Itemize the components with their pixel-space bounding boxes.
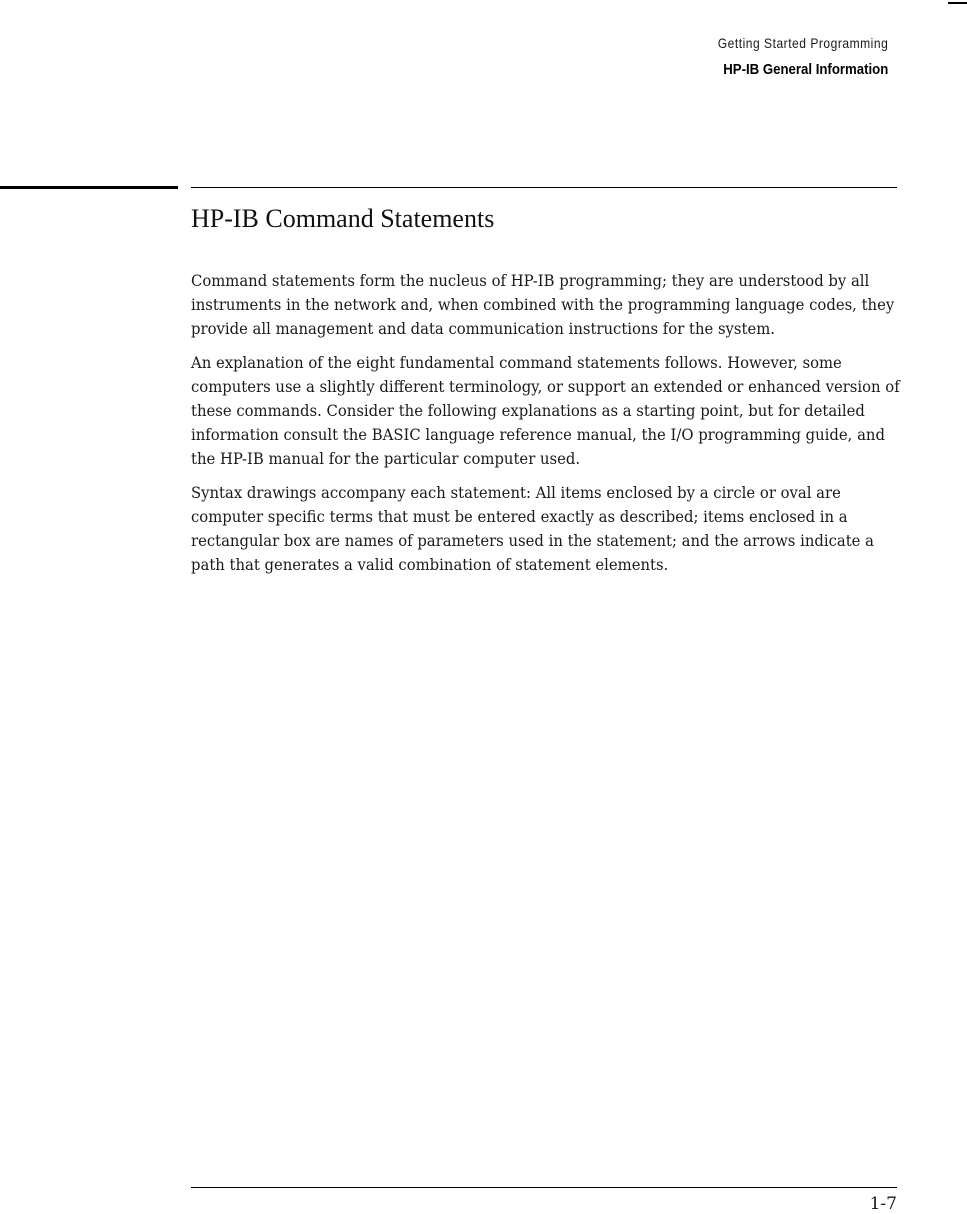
section-title: HP-IB General Information — [722, 61, 888, 78]
page-heading: HP-IB Command Statements — [191, 204, 495, 233]
paragraph-intro: Command statements form the nucleus of HP-IB programming; they are understood by all instruments in the network and, when combined with the programming language codes, they provide all management and data communication instructions for the system. — [191, 272, 895, 338]
section-divider-thin — [191, 187, 897, 188]
corner-crop-mark — [948, 2, 967, 4]
paragraph-explanation: An explanation of the eight fundamental command statements follows. However, some computers use a slightly different terminology, or support an extended or enhanced version of these commands. Consider the following explanations as a starting point, but for detailed information consult the BASIC language reference manual, the I/O programming guide, and the HP-IB manual for the particular computer used. — [191, 354, 900, 468]
body-text — [191, 270, 903, 589]
page-number: 1-7 — [869, 1194, 897, 1214]
running-header — [690, 33, 888, 80]
footer-divider — [191, 1187, 897, 1188]
paragraph-syntax: Syntax drawings accompany each statement: All items enclosed by a circle or oval are computer specific terms that must be entered exactly as described; items enclosed in a rectangular box are names of parameters used in the statement; and the arrows indicate a path that generates a valid combination of statement elements. — [191, 484, 874, 574]
chapter-title: Getting Started Programming — [717, 35, 888, 51]
section-divider-thick — [0, 186, 178, 189]
